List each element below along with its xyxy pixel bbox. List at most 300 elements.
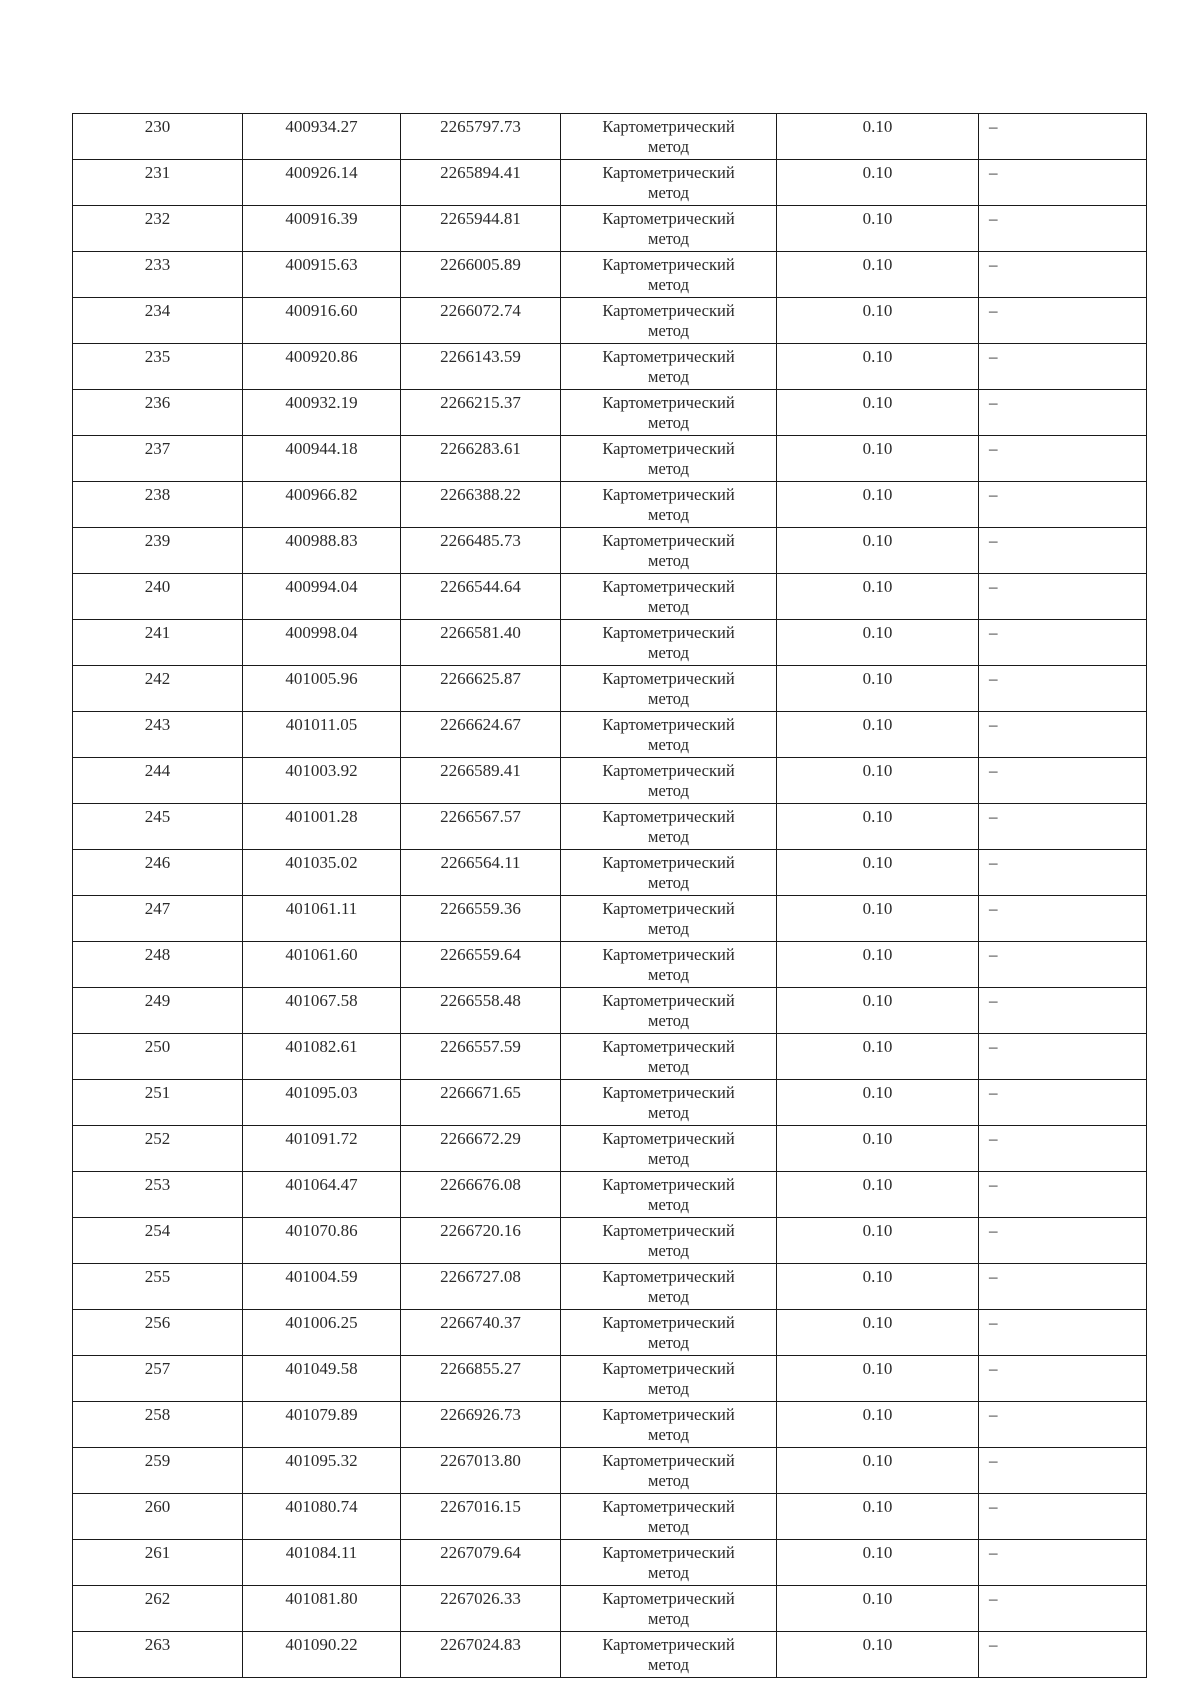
method-cell	[561, 1080, 777, 1126]
note-cell: –	[979, 298, 1147, 344]
document-page	[72, 113, 1146, 1678]
method-line-2: метод	[648, 1011, 689, 1030]
y-coordinate-cell: 2266283.61	[401, 436, 561, 482]
accuracy-cell: 0.10	[777, 1172, 979, 1218]
x-coordinate-cell: 401067.58	[243, 988, 401, 1034]
x-coordinate-cell: 400916.39	[243, 206, 401, 252]
table-row	[73, 574, 1147, 620]
note-cell: –	[979, 666, 1147, 712]
accuracy-cell: 0.10	[777, 850, 979, 896]
y-coordinate-cell: 2266624.67	[401, 712, 561, 758]
method-line-2: метод	[648, 1057, 689, 1076]
note-cell: –	[979, 252, 1147, 298]
accuracy-cell: 0.10	[777, 1310, 979, 1356]
table-row	[73, 1126, 1147, 1172]
accuracy-cell: 0.10	[777, 1126, 979, 1172]
coordinates-table	[72, 113, 1147, 1678]
x-coordinate-cell: 400988.83	[243, 528, 401, 574]
method-line-2: метод	[648, 1655, 689, 1674]
x-coordinate-cell: 401005.96	[243, 666, 401, 712]
x-coordinate-cell: 401095.32	[243, 1448, 401, 1494]
table-row	[73, 344, 1147, 390]
method-cell	[561, 298, 777, 344]
y-coordinate-cell: 2266544.64	[401, 574, 561, 620]
y-coordinate-cell: 2266005.89	[401, 252, 561, 298]
accuracy-cell: 0.10	[777, 1586, 979, 1632]
method-cell	[561, 160, 777, 206]
y-coordinate-cell: 2266559.64	[401, 942, 561, 988]
accuracy-cell: 0.10	[777, 942, 979, 988]
method-cell	[561, 1356, 777, 1402]
method-cell	[561, 482, 777, 528]
y-coordinate-cell: 2265797.73	[401, 114, 561, 160]
table-row	[73, 114, 1147, 160]
method-line-1: Картометрический	[602, 899, 735, 918]
method-line-1: Картометрический	[602, 761, 735, 780]
accuracy-cell: 0.10	[777, 574, 979, 620]
point-number-cell: 240	[73, 574, 243, 620]
point-number-cell: 234	[73, 298, 243, 344]
method-line-2: метод	[648, 1333, 689, 1352]
method-line-1: Картометрический	[602, 1129, 735, 1148]
note-cell: –	[979, 942, 1147, 988]
y-coordinate-cell: 2267016.15	[401, 1494, 561, 1540]
table-row	[73, 1080, 1147, 1126]
table-row	[73, 298, 1147, 344]
note-cell: –	[979, 896, 1147, 942]
note-cell: –	[979, 758, 1147, 804]
method-cell	[561, 1264, 777, 1310]
note-cell: –	[979, 1632, 1147, 1678]
x-coordinate-cell: 401082.61	[243, 1034, 401, 1080]
point-number-cell: 247	[73, 896, 243, 942]
method-cell	[561, 1126, 777, 1172]
y-coordinate-cell: 2266558.48	[401, 988, 561, 1034]
method-cell	[561, 942, 777, 988]
note-cell: –	[979, 988, 1147, 1034]
y-coordinate-cell: 2266855.27	[401, 1356, 561, 1402]
table-row	[73, 482, 1147, 528]
method-line-2: метод	[648, 735, 689, 754]
method-line-2: метод	[648, 1425, 689, 1444]
accuracy-cell: 0.10	[777, 666, 979, 712]
method-line-2: метод	[648, 1287, 689, 1306]
x-coordinate-cell: 400934.27	[243, 114, 401, 160]
accuracy-cell: 0.10	[777, 436, 979, 482]
x-coordinate-cell: 401064.47	[243, 1172, 401, 1218]
method-cell	[561, 390, 777, 436]
y-coordinate-cell: 2266559.36	[401, 896, 561, 942]
accuracy-cell: 0.10	[777, 620, 979, 666]
method-line-1: Картометрический	[602, 1497, 735, 1516]
method-line-1: Картометрический	[602, 991, 735, 1010]
method-line-2: метод	[648, 137, 689, 156]
method-line-1: Картометрический	[602, 1037, 735, 1056]
method-cell	[561, 850, 777, 896]
method-line-1: Картометрический	[602, 1589, 735, 1608]
coordinates-table-body	[73, 114, 1147, 1678]
method-line-2: метод	[648, 1609, 689, 1628]
table-row	[73, 850, 1147, 896]
method-line-1: Картометрический	[602, 347, 735, 366]
point-number-cell: 246	[73, 850, 243, 896]
method-line-2: метод	[648, 459, 689, 478]
table-row	[73, 620, 1147, 666]
table-row	[73, 1540, 1147, 1586]
method-line-1: Картометрический	[602, 163, 735, 182]
y-coordinate-cell: 2266740.37	[401, 1310, 561, 1356]
method-line-2: метод	[648, 1195, 689, 1214]
note-cell: –	[979, 1264, 1147, 1310]
y-coordinate-cell: 2266485.73	[401, 528, 561, 574]
accuracy-cell: 0.10	[777, 390, 979, 436]
method-line-1: Картометрический	[602, 1313, 735, 1332]
accuracy-cell: 0.10	[777, 1356, 979, 1402]
method-line-1: Картометрический	[602, 1359, 735, 1378]
method-line-2: метод	[648, 505, 689, 524]
x-coordinate-cell: 401095.03	[243, 1080, 401, 1126]
point-number-cell: 238	[73, 482, 243, 528]
note-cell: –	[979, 390, 1147, 436]
table-row	[73, 390, 1147, 436]
method-line-2: метод	[648, 1517, 689, 1536]
table-row	[73, 942, 1147, 988]
method-cell	[561, 1310, 777, 1356]
method-line-1: Картометрический	[602, 439, 735, 458]
accuracy-cell: 0.10	[777, 160, 979, 206]
point-number-cell: 230	[73, 114, 243, 160]
point-number-cell: 251	[73, 1080, 243, 1126]
x-coordinate-cell: 400932.19	[243, 390, 401, 436]
table-row	[73, 1218, 1147, 1264]
accuracy-cell: 0.10	[777, 1448, 979, 1494]
point-number-cell: 248	[73, 942, 243, 988]
method-cell	[561, 574, 777, 620]
method-cell	[561, 1218, 777, 1264]
method-cell	[561, 114, 777, 160]
method-line-2: метод	[648, 781, 689, 800]
y-coordinate-cell: 2266581.40	[401, 620, 561, 666]
point-number-cell: 236	[73, 390, 243, 436]
accuracy-cell: 0.10	[777, 896, 979, 942]
accuracy-cell: 0.10	[777, 1080, 979, 1126]
table-row	[73, 1310, 1147, 1356]
method-line-1: Картометрический	[602, 485, 735, 504]
table-row	[73, 1034, 1147, 1080]
point-number-cell: 252	[73, 1126, 243, 1172]
note-cell: –	[979, 1310, 1147, 1356]
table-row	[73, 528, 1147, 574]
method-line-1: Картометрический	[602, 945, 735, 964]
point-number-cell: 232	[73, 206, 243, 252]
method-line-2: метод	[648, 183, 689, 202]
point-number-cell: 258	[73, 1402, 243, 1448]
method-line-1: Картометрический	[602, 1405, 735, 1424]
x-coordinate-cell: 401003.92	[243, 758, 401, 804]
accuracy-cell: 0.10	[777, 1402, 979, 1448]
method-cell	[561, 1586, 777, 1632]
x-coordinate-cell: 401090.22	[243, 1632, 401, 1678]
method-line-1: Картометрический	[602, 255, 735, 274]
method-cell	[561, 1034, 777, 1080]
note-cell: –	[979, 1080, 1147, 1126]
x-coordinate-cell: 400966.82	[243, 482, 401, 528]
method-line-2: метод	[648, 1241, 689, 1260]
point-number-cell: 257	[73, 1356, 243, 1402]
note-cell: –	[979, 804, 1147, 850]
method-line-2: метод	[648, 321, 689, 340]
x-coordinate-cell: 401001.28	[243, 804, 401, 850]
y-coordinate-cell: 2266671.65	[401, 1080, 561, 1126]
y-coordinate-cell: 2266564.11	[401, 850, 561, 896]
x-coordinate-cell: 401081.80	[243, 1586, 401, 1632]
accuracy-cell: 0.10	[777, 804, 979, 850]
note-cell: –	[979, 1126, 1147, 1172]
point-number-cell: 237	[73, 436, 243, 482]
point-number-cell: 259	[73, 1448, 243, 1494]
method-line-1: Картометрический	[602, 301, 735, 320]
note-cell: –	[979, 206, 1147, 252]
y-coordinate-cell: 2267013.80	[401, 1448, 561, 1494]
method-line-1: Картометрический	[602, 1267, 735, 1286]
method-cell	[561, 666, 777, 712]
table-row	[73, 1172, 1147, 1218]
accuracy-cell: 0.10	[777, 206, 979, 252]
method-line-1: Картометрический	[602, 715, 735, 734]
note-cell: –	[979, 528, 1147, 574]
y-coordinate-cell: 2267079.64	[401, 1540, 561, 1586]
x-coordinate-cell: 401079.89	[243, 1402, 401, 1448]
method-line-1: Картометрический	[602, 1221, 735, 1240]
point-number-cell: 241	[73, 620, 243, 666]
y-coordinate-cell: 2267026.33	[401, 1586, 561, 1632]
accuracy-cell: 0.10	[777, 344, 979, 390]
method-line-1: Картометрический	[602, 209, 735, 228]
method-cell	[561, 620, 777, 666]
point-number-cell: 253	[73, 1172, 243, 1218]
point-number-cell: 239	[73, 528, 243, 574]
x-coordinate-cell: 401084.11	[243, 1540, 401, 1586]
method-line-1: Картометрический	[602, 1175, 735, 1194]
point-number-cell: 254	[73, 1218, 243, 1264]
table-row	[73, 160, 1147, 206]
method-line-2: метод	[648, 367, 689, 386]
accuracy-cell: 0.10	[777, 252, 979, 298]
accuracy-cell: 0.10	[777, 528, 979, 574]
x-coordinate-cell: 400944.18	[243, 436, 401, 482]
table-row	[73, 1356, 1147, 1402]
y-coordinate-cell: 2266557.59	[401, 1034, 561, 1080]
point-number-cell: 256	[73, 1310, 243, 1356]
table-row	[73, 712, 1147, 758]
point-number-cell: 244	[73, 758, 243, 804]
method-cell	[561, 206, 777, 252]
method-line-2: метод	[648, 873, 689, 892]
x-coordinate-cell: 401049.58	[243, 1356, 401, 1402]
method-cell	[561, 344, 777, 390]
note-cell: –	[979, 344, 1147, 390]
accuracy-cell: 0.10	[777, 482, 979, 528]
point-number-cell: 255	[73, 1264, 243, 1310]
table-row	[73, 1448, 1147, 1494]
y-coordinate-cell: 2266727.08	[401, 1264, 561, 1310]
y-coordinate-cell: 2266215.37	[401, 390, 561, 436]
x-coordinate-cell: 401080.74	[243, 1494, 401, 1540]
note-cell: –	[979, 114, 1147, 160]
method-cell	[561, 712, 777, 758]
y-coordinate-cell: 2266926.73	[401, 1402, 561, 1448]
method-line-1: Картометрический	[602, 393, 735, 412]
method-line-2: метод	[648, 597, 689, 616]
x-coordinate-cell: 401061.11	[243, 896, 401, 942]
note-cell: –	[979, 160, 1147, 206]
y-coordinate-cell: 2266672.29	[401, 1126, 561, 1172]
point-number-cell: 242	[73, 666, 243, 712]
table-row	[73, 1264, 1147, 1310]
x-coordinate-cell: 400915.63	[243, 252, 401, 298]
y-coordinate-cell: 2266388.22	[401, 482, 561, 528]
method-line-2: метод	[648, 643, 689, 662]
note-cell: –	[979, 1586, 1147, 1632]
point-number-cell: 261	[73, 1540, 243, 1586]
method-line-1: Картометрический	[602, 1451, 735, 1470]
method-cell	[561, 1632, 777, 1678]
note-cell: –	[979, 712, 1147, 758]
method-line-2: метод	[648, 275, 689, 294]
point-number-cell: 263	[73, 1632, 243, 1678]
method-line-2: метод	[648, 229, 689, 248]
x-coordinate-cell: 400916.60	[243, 298, 401, 344]
method-line-2: метод	[648, 965, 689, 984]
y-coordinate-cell: 2266567.57	[401, 804, 561, 850]
accuracy-cell: 0.10	[777, 298, 979, 344]
accuracy-cell: 0.10	[777, 1540, 979, 1586]
method-cell	[561, 252, 777, 298]
table-row	[73, 1402, 1147, 1448]
accuracy-cell: 0.10	[777, 1264, 979, 1310]
accuracy-cell: 0.10	[777, 114, 979, 160]
table-row	[73, 896, 1147, 942]
note-cell: –	[979, 1402, 1147, 1448]
y-coordinate-cell: 2266676.08	[401, 1172, 561, 1218]
method-line-2: метод	[648, 689, 689, 708]
method-line-1: Картометрический	[602, 117, 735, 136]
method-line-2: метод	[648, 827, 689, 846]
x-coordinate-cell: 400926.14	[243, 160, 401, 206]
method-cell	[561, 988, 777, 1034]
method-cell	[561, 896, 777, 942]
note-cell: –	[979, 1172, 1147, 1218]
y-coordinate-cell: 2265944.81	[401, 206, 561, 252]
point-number-cell: 231	[73, 160, 243, 206]
note-cell: –	[979, 574, 1147, 620]
note-cell: –	[979, 850, 1147, 896]
method-line-2: метод	[648, 551, 689, 570]
note-cell: –	[979, 1540, 1147, 1586]
point-number-cell: 262	[73, 1586, 243, 1632]
table-row	[73, 1632, 1147, 1678]
x-coordinate-cell: 401091.72	[243, 1126, 401, 1172]
x-coordinate-cell: 401035.02	[243, 850, 401, 896]
note-cell: –	[979, 482, 1147, 528]
accuracy-cell: 0.10	[777, 1034, 979, 1080]
x-coordinate-cell: 401004.59	[243, 1264, 401, 1310]
table-row	[73, 436, 1147, 482]
x-coordinate-cell: 401011.05	[243, 712, 401, 758]
y-coordinate-cell: 2266589.41	[401, 758, 561, 804]
method-line-1: Картометрический	[602, 1543, 735, 1562]
method-cell	[561, 528, 777, 574]
method-line-2: метод	[648, 1563, 689, 1582]
method-line-2: метод	[648, 919, 689, 938]
note-cell: –	[979, 1494, 1147, 1540]
method-cell	[561, 804, 777, 850]
method-line-2: метод	[648, 1149, 689, 1168]
table-row	[73, 1494, 1147, 1540]
x-coordinate-cell: 401061.60	[243, 942, 401, 988]
method-line-2: метод	[648, 1471, 689, 1490]
method-line-1: Картометрический	[602, 1635, 735, 1654]
table-row	[73, 758, 1147, 804]
note-cell: –	[979, 620, 1147, 666]
x-coordinate-cell: 400920.86	[243, 344, 401, 390]
note-cell: –	[979, 1356, 1147, 1402]
method-line-1: Картометрический	[602, 853, 735, 872]
method-line-2: метод	[648, 413, 689, 432]
y-coordinate-cell: 2266072.74	[401, 298, 561, 344]
note-cell: –	[979, 1218, 1147, 1264]
point-number-cell: 243	[73, 712, 243, 758]
point-number-cell: 250	[73, 1034, 243, 1080]
table-row	[73, 252, 1147, 298]
method-cell	[561, 1172, 777, 1218]
method-cell	[561, 1448, 777, 1494]
y-coordinate-cell: 2267024.83	[401, 1632, 561, 1678]
accuracy-cell: 0.10	[777, 1494, 979, 1540]
table-row	[73, 804, 1147, 850]
method-line-1: Картометрический	[602, 669, 735, 688]
x-coordinate-cell: 400998.04	[243, 620, 401, 666]
x-coordinate-cell: 401006.25	[243, 1310, 401, 1356]
method-cell	[561, 436, 777, 482]
table-row	[73, 666, 1147, 712]
method-line-1: Картометрический	[602, 577, 735, 596]
method-line-1: Картометрический	[602, 1083, 735, 1102]
y-coordinate-cell: 2266720.16	[401, 1218, 561, 1264]
accuracy-cell: 0.10	[777, 1218, 979, 1264]
method-line-1: Картометрический	[602, 623, 735, 642]
note-cell: –	[979, 436, 1147, 482]
accuracy-cell: 0.10	[777, 758, 979, 804]
point-number-cell: 235	[73, 344, 243, 390]
method-line-1: Картометрический	[602, 531, 735, 550]
method-cell	[561, 1402, 777, 1448]
point-number-cell: 260	[73, 1494, 243, 1540]
method-cell	[561, 1540, 777, 1586]
table-row	[73, 1586, 1147, 1632]
method-line-1: Картометрический	[602, 807, 735, 826]
method-cell	[561, 1494, 777, 1540]
note-cell: –	[979, 1034, 1147, 1080]
accuracy-cell: 0.10	[777, 712, 979, 758]
accuracy-cell: 0.10	[777, 988, 979, 1034]
method-line-2: метод	[648, 1379, 689, 1398]
point-number-cell: 245	[73, 804, 243, 850]
point-number-cell: 233	[73, 252, 243, 298]
y-coordinate-cell: 2266625.87	[401, 666, 561, 712]
x-coordinate-cell: 400994.04	[243, 574, 401, 620]
table-row	[73, 988, 1147, 1034]
